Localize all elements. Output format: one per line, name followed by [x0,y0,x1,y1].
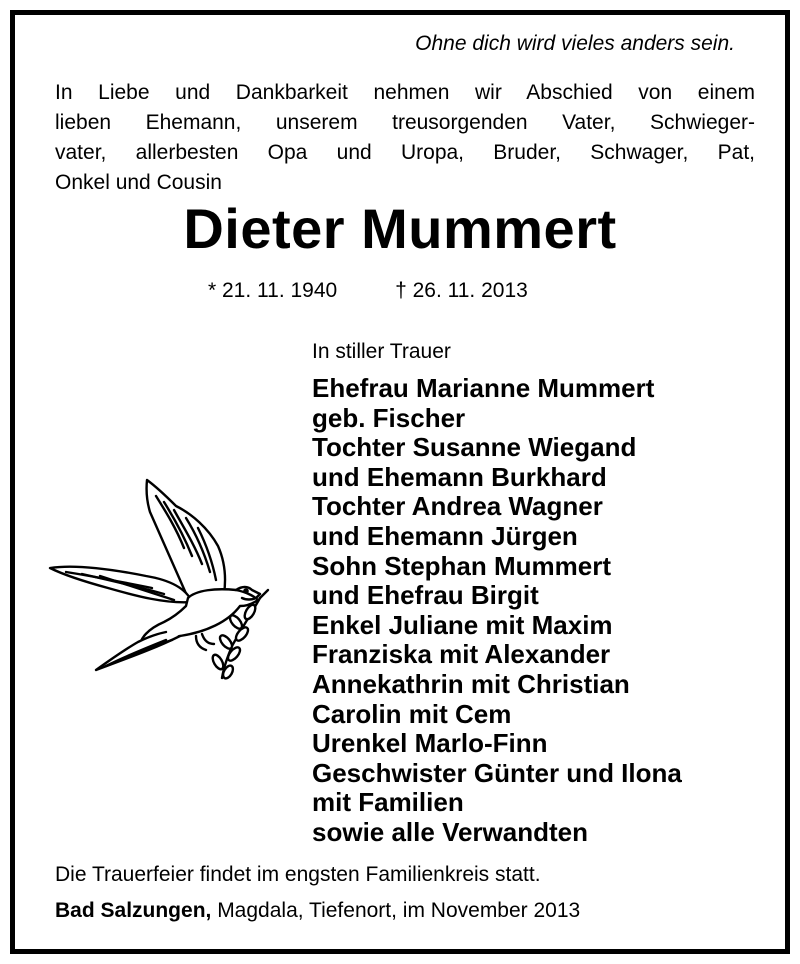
mourner-line: und Ehemann Burkhard [312,461,607,492]
intro-text [55,78,755,198]
intro-line: Onkel und Cousin [55,171,222,194]
intro-line: vater, allerbesten Opa und Uropa, Bruder, Schwager, Pat, [55,141,755,164]
intro-line: lieben Ehemann, unserem treusorgenden Vater, Schwieger- [55,111,755,134]
place-rest: Magdala, Tiefenort, im November 2013 [211,899,581,922]
mourner-line: Geschwister Günter und Ilona [312,757,682,788]
mourner-line: Franziska mit Alexander [312,639,611,670]
mourner-line: Sohn Stephan Mummert [312,550,612,581]
mourner-line: Enkel Juliane mit Maxim [312,609,613,640]
life-dates [208,279,528,303]
mourner-line: mit Familien [312,787,464,818]
main-place: Bad Salzungen, [55,899,212,922]
mourner-line: Tochter Susanne Wiegand [312,432,637,463]
mourner-line: Carolin mit Cem [312,698,512,729]
mourner-line: Urenkel Marlo-Finn [312,728,548,759]
mourner-line: und Ehefrau Birgit [312,580,539,611]
ceremony-note: Die Trauerfeier findet im engsten Familienkreis statt. [55,863,541,886]
mourners-list [312,374,682,848]
mourner-line: Tochter Andrea Wagner [312,491,603,522]
dove-with-olive-branch-icon [46,472,276,687]
intro-line: In Liebe und Dankbarkeit nehmen wir Abschied von einem [55,81,755,104]
mourner-line: Annekathrin mit Christian [312,668,630,699]
motto: Ohne dich wird vieles anders sein. [415,32,735,55]
mourner-line: sowie alle Verwandten [312,816,588,847]
birth-date: * 21. 11. 1940 [208,279,338,302]
deceased-name: Dieter Mummert [183,197,617,260]
mourner-line: und Ehemann Jürgen [312,520,578,551]
place-and-date [55,899,580,923]
mourning-label: In stiller Trauer [312,340,451,363]
mourner-line: Ehefrau Marianne Mummert [312,373,655,403]
death-date: † 26. 11. 2013 [395,279,528,302]
mourner-line: geb. Fischer [312,402,466,433]
